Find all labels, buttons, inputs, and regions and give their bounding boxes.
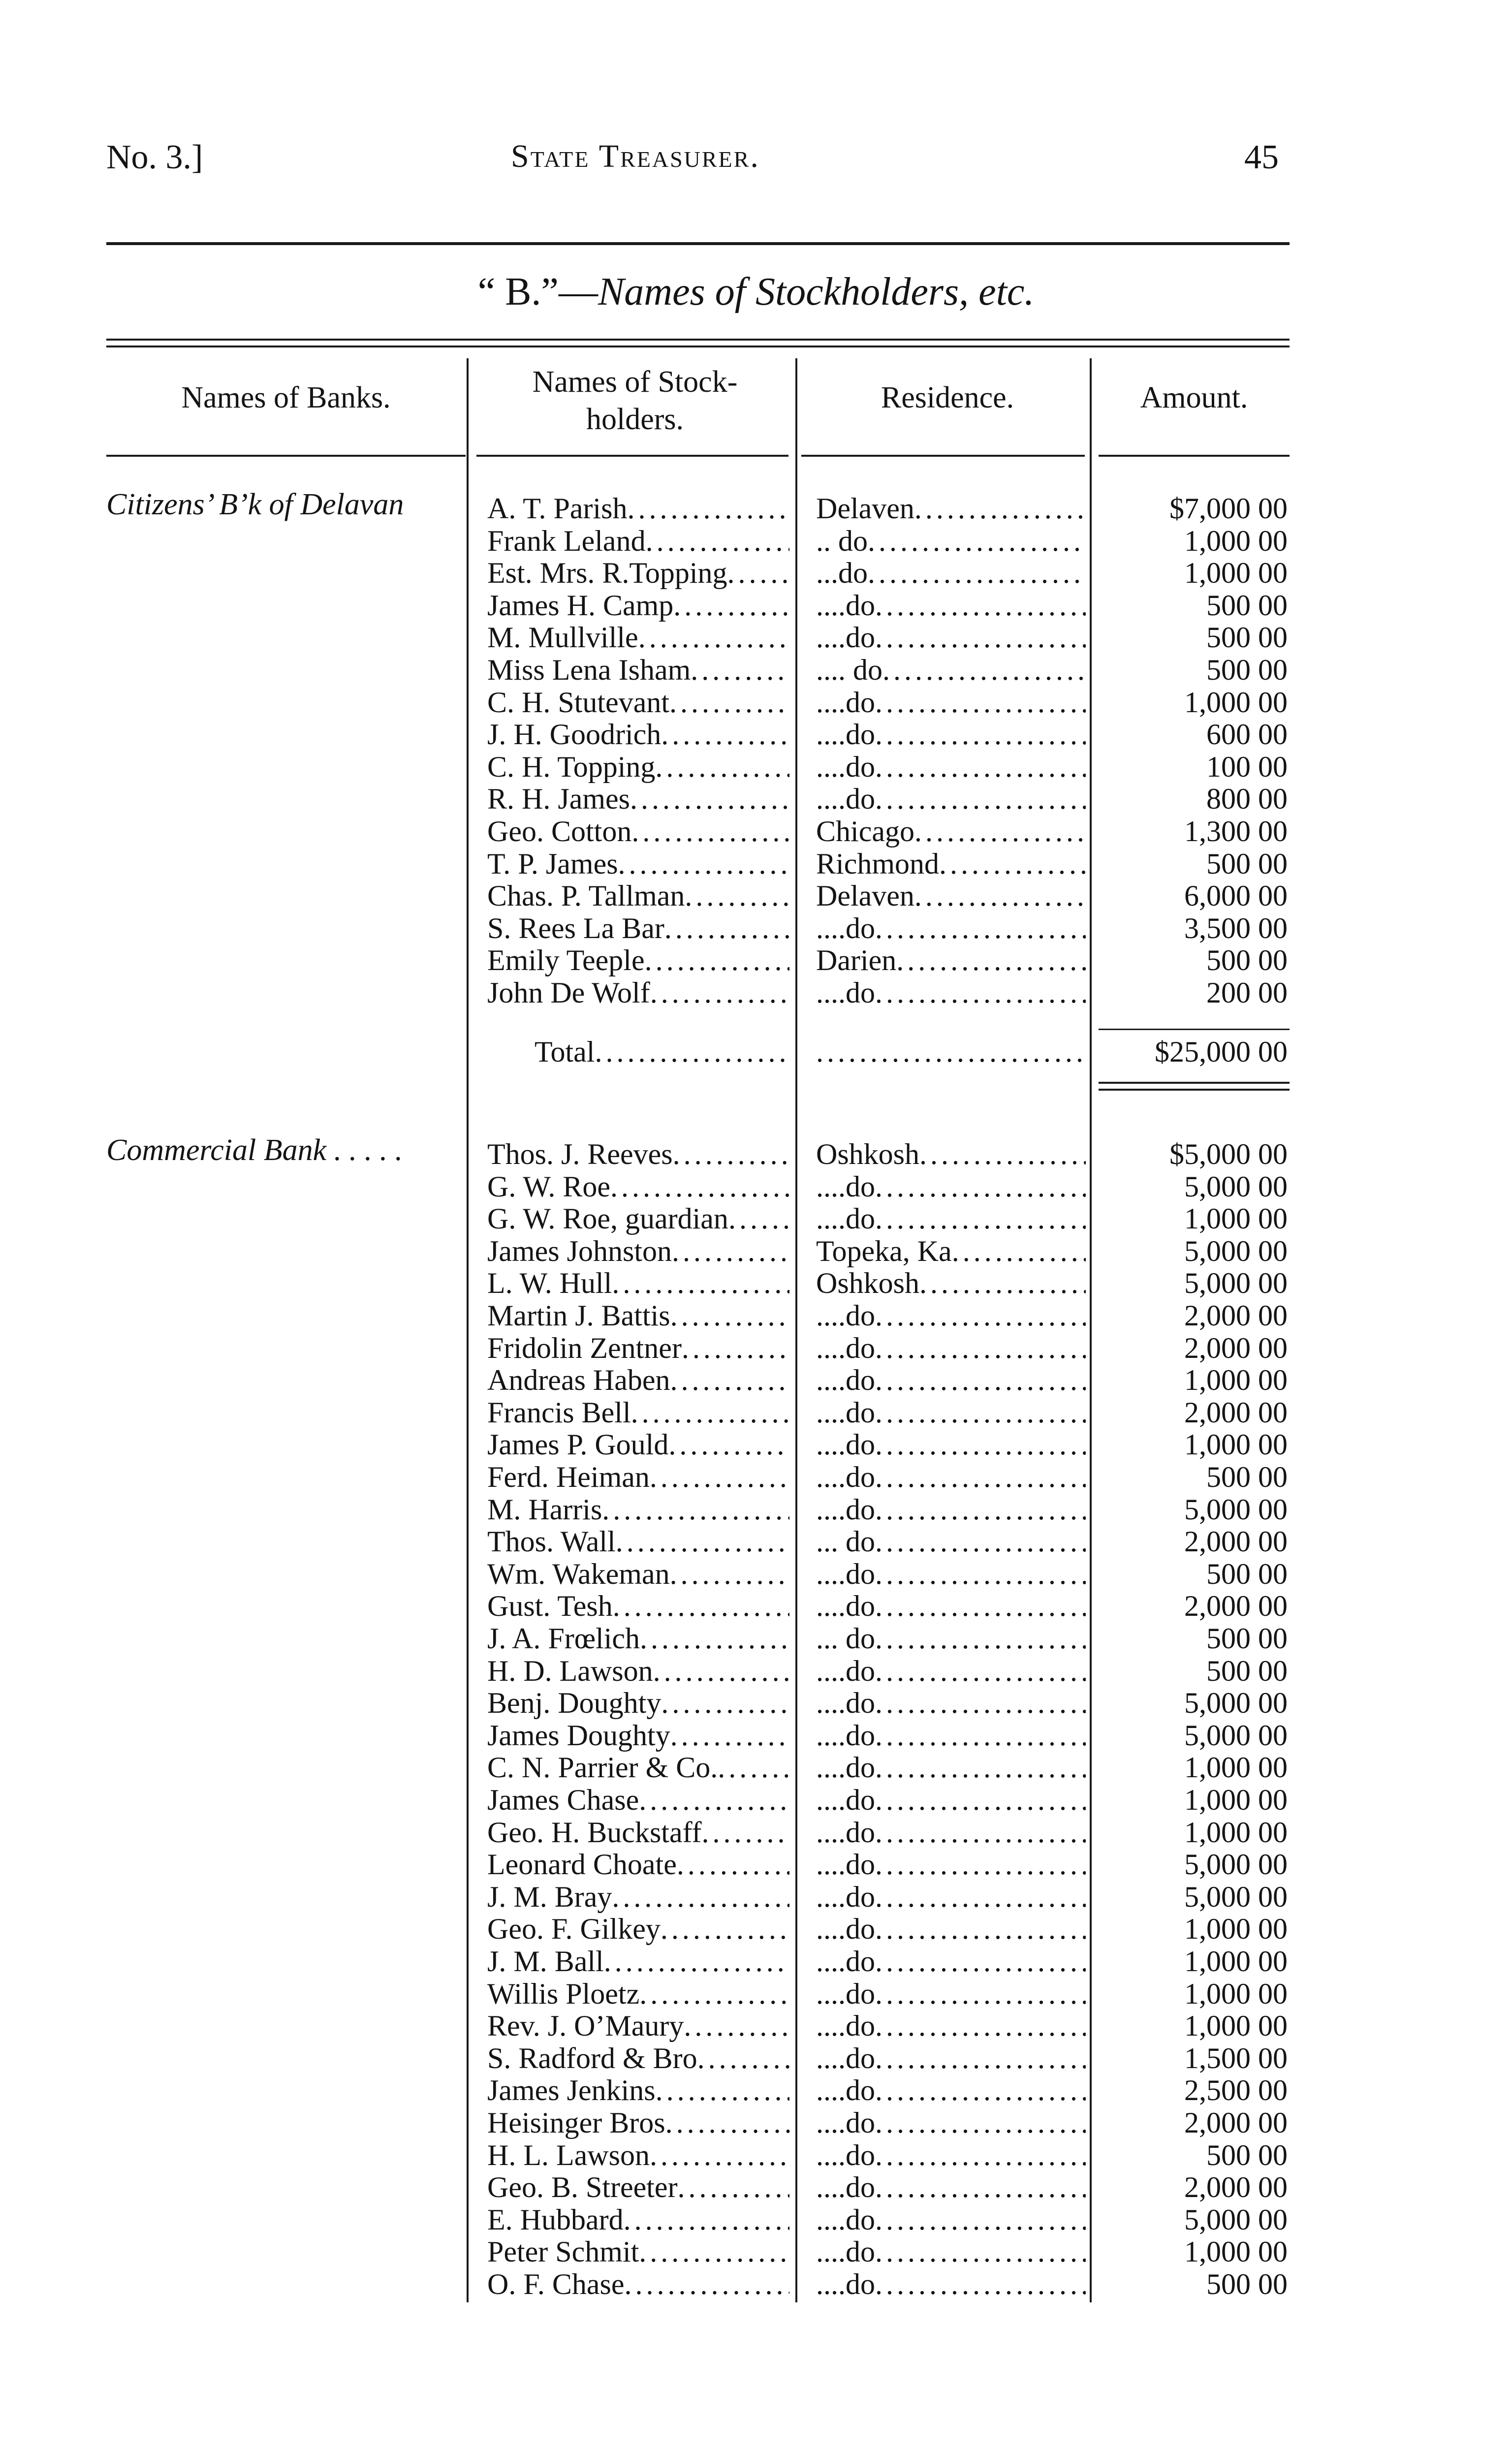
stockholder-name: J. M. Ball . . . xyxy=(487,1945,789,1978)
stockholder-name: Geo. F. Gilkey . . . xyxy=(487,1913,789,1945)
stockholder-residence: ....do . . . xyxy=(816,1364,1086,1396)
table-row xyxy=(0,2235,1512,2268)
total-row xyxy=(0,1036,1512,1068)
table-row xyxy=(0,1751,1512,1784)
stockholder-amount: 500 00 xyxy=(1206,621,1288,654)
table-row xyxy=(0,1299,1512,1332)
stockholder-amount: 2,000 00 xyxy=(1184,1590,1288,1623)
stockholder-amount: 500 00 xyxy=(1206,1654,1288,1687)
table-row xyxy=(0,1364,1512,1396)
table-row xyxy=(0,1267,1512,1299)
table-row xyxy=(0,815,1512,848)
table-row xyxy=(0,1622,1512,1655)
stockholder-name: James Johnston . . . xyxy=(487,1235,789,1267)
stockholder-amount: 100 00 xyxy=(1206,750,1288,783)
stockholder-name: Gust. Tesh . . . xyxy=(487,1590,789,1622)
stockholder-name: H. D. Lawson . . . xyxy=(487,1655,789,1687)
stockholder-name: Benj. Doughty . . . xyxy=(487,1687,789,1719)
stockholder-amount: 1,000 00 xyxy=(1184,1945,1288,1978)
stockholder-name: James Doughty . . . xyxy=(487,1719,789,1752)
table-row xyxy=(0,1202,1512,1235)
stockholder-residence: Topeka, Ka . . . xyxy=(816,1235,1086,1267)
bank-name-commercial: Commercial Bank . . . . . xyxy=(106,1133,403,1167)
stockholder-amount: 500 00 xyxy=(1206,2138,1288,2171)
stockholder-name: L. W. Hull . . . xyxy=(487,1267,789,1299)
stockholder-amount: 5,000 00 xyxy=(1184,1267,1288,1300)
stockholder-name: J. H. Goodrich . . . xyxy=(487,718,789,751)
stockholder-amount: 500 00 xyxy=(1206,944,1288,977)
table-row xyxy=(0,1396,1512,1429)
table-row xyxy=(0,2074,1512,2106)
page-header-left: No. 3.] xyxy=(106,138,203,176)
stockholder-name: James Jenkins . . . xyxy=(487,2074,789,2106)
stockholder-residence: ....do . . . xyxy=(816,2010,1086,2042)
stockholder-residence: ....do . . . xyxy=(816,2106,1086,2139)
stockholder-name: Geo. Cotton . . . xyxy=(487,815,789,848)
table-row xyxy=(0,783,1512,815)
stockholder-residence: Darien . . . xyxy=(816,944,1086,976)
stockholder-amount: 200 00 xyxy=(1206,976,1288,1009)
table-row xyxy=(0,718,1512,751)
stockholder-residence: ....do . . . xyxy=(816,1751,1086,1784)
table-row xyxy=(0,1978,1512,2010)
stockholder-name: Francis Bell . . . xyxy=(487,1396,789,1429)
stockholder-residence: ....do . . . xyxy=(816,976,1086,1009)
stockholder-residence: ....do . . . xyxy=(816,1332,1086,1364)
stockholder-residence: ....do . . . xyxy=(816,783,1086,815)
column-head-stockholders: Names of Stock- holders. xyxy=(532,365,738,436)
stockholder-amount: 500 00 xyxy=(1206,847,1288,880)
table-title-prefix: “ B.”— xyxy=(477,270,598,314)
stockholder-residence: ....do . . . xyxy=(816,589,1086,622)
stockholder-residence: ....do . . . xyxy=(816,1687,1086,1719)
page-header-title: State Treasurer. xyxy=(511,138,760,174)
stockholder-amount: 2,000 00 xyxy=(1184,1299,1288,1332)
table-top-rule xyxy=(106,339,1290,341)
table-row xyxy=(0,654,1512,686)
stockholder-name: Emily Teeple . . . xyxy=(487,944,789,976)
stockholder-residence: ....do . . . xyxy=(816,1719,1086,1752)
stockholder-residence: Delaven . . . xyxy=(816,880,1086,912)
stockholder-amount: 1,000 00 xyxy=(1184,1977,1288,2010)
stockholder-amount: 1,000 00 xyxy=(1184,1364,1288,1397)
stockholder-amount: 500 00 xyxy=(1206,1461,1288,1493)
column-underline-bank xyxy=(106,455,466,457)
total-residence-leader xyxy=(816,1036,1086,1068)
table-title xyxy=(0,270,1512,314)
stockholder-name: M. Harris . . . xyxy=(487,1493,789,1526)
stockholder-amount: 5,000 00 xyxy=(1184,1493,1288,1526)
stockholder-amount: 3,500 00 xyxy=(1184,911,1288,944)
table-row xyxy=(0,1816,1512,1849)
stockholder-name: Fridolin Zentner . . . xyxy=(487,1332,789,1364)
stockholder-name: H. L. Lawson . . . xyxy=(487,2139,789,2171)
stockholder-residence: ....do . . . xyxy=(816,1913,1086,1945)
table-row xyxy=(0,1945,1512,1978)
column-underline-amount xyxy=(1099,455,1290,457)
total-amount: $25,000 00 xyxy=(1155,1036,1288,1068)
stockholder-residence: ....do . . . xyxy=(816,1299,1086,1332)
table-row xyxy=(0,525,1512,557)
stockholder-name: Geo. B. Streeter . . . xyxy=(487,2171,789,2203)
stockholder-residence: ....do . . . xyxy=(816,2171,1086,2203)
stockholder-residence: ....do . . . xyxy=(816,1202,1086,1235)
stockholder-residence: ....do . . . xyxy=(816,1428,1086,1461)
table-row xyxy=(0,2139,1512,2171)
stockholder-residence: ....do . . . xyxy=(816,2268,1086,2300)
stockholder-name: Est. Mrs. R.Topping . . . xyxy=(487,557,789,589)
table-top-rule-2 xyxy=(106,346,1290,347)
stockholder-amount: 1,500 00 xyxy=(1184,2042,1288,2074)
stockholder-name: John De Wolf . . . xyxy=(487,976,789,1009)
table-row xyxy=(0,2106,1512,2139)
stockholder-residence: ....do . . . xyxy=(816,1396,1086,1429)
total-label: Total . . . xyxy=(535,1036,789,1068)
page-number: 45 xyxy=(1244,138,1279,176)
stockholder-amount: 1,000 00 xyxy=(1184,686,1288,719)
table-row xyxy=(0,1784,1512,1816)
stockholder-name: Ferd. Heiman . . . xyxy=(487,1461,789,1493)
table-row xyxy=(0,1332,1512,1364)
stockholder-residence: ....do . . . xyxy=(816,1170,1086,1203)
stockholder-amount: 5,000 00 xyxy=(1184,1234,1288,1267)
stockholder-residence: ....do . . . xyxy=(816,2203,1086,2236)
stockholder-residence: ....do . . . xyxy=(816,1558,1086,1590)
stockholder-name: Thos. J. Reeves . . . xyxy=(487,1138,789,1170)
stockholder-residence: ... do . . . xyxy=(816,1525,1086,1558)
stockholder-amount: 1,000 00 xyxy=(1184,557,1288,590)
stockholder-name: J. M. Bray . . . xyxy=(487,1881,789,1913)
stockholder-residence: Chicago . . . xyxy=(816,815,1086,848)
table-row xyxy=(0,2203,1512,2236)
stockholder-name: S. Radford & Bro . . . xyxy=(487,2042,789,2074)
total-top-rule xyxy=(1099,1029,1290,1030)
stockholder-amount: 500 00 xyxy=(1206,654,1288,686)
stockholder-residence: ....do . . . xyxy=(816,1784,1086,1816)
stockholder-residence: ....do . . . xyxy=(816,2074,1086,2106)
stockholder-residence: ... do . . . xyxy=(816,1622,1086,1655)
table-row xyxy=(0,621,1512,654)
table-row xyxy=(0,1913,1512,1945)
stockholder-name: Thos. Wall . . . xyxy=(487,1525,789,1558)
stockholder-amount: 1,000 00 xyxy=(1184,1816,1288,1849)
stockholder-amount: 1,000 00 xyxy=(1184,1428,1288,1461)
column-head-residence: Residence. xyxy=(881,381,1014,414)
stockholder-amount: 1,300 00 xyxy=(1184,815,1288,848)
stockholder-residence: ....do . . . xyxy=(816,718,1086,751)
column-underline-stockholders xyxy=(476,455,788,457)
stockholder-residence: ....do . . . xyxy=(816,2139,1086,2171)
stockholder-amount: 5,000 00 xyxy=(1184,1170,1288,1203)
stockholder-residence: ....do . . . xyxy=(816,912,1086,944)
stockholder-residence: ....do . . . xyxy=(816,1881,1086,1913)
table-row xyxy=(0,1525,1512,1558)
header-rule xyxy=(106,242,1290,245)
stockholder-name: Miss Lena Isham . . . xyxy=(487,654,789,686)
stockholder-amount: 500 00 xyxy=(1206,1557,1288,1590)
stockholder-residence: ....do . . . xyxy=(816,1945,1086,1978)
stockholder-residence: Oshkosh . . . xyxy=(816,1267,1086,1299)
stockholder-residence: .... do . . . xyxy=(816,654,1086,686)
stockholder-residence: ....do . . . xyxy=(816,2235,1086,2268)
table-row xyxy=(0,686,1512,719)
table-row xyxy=(0,2171,1512,2203)
table-row xyxy=(0,1428,1512,1461)
stockholder-name: Leonard Choate . . . xyxy=(487,1848,789,1881)
stockholder-residence: ....do . . . xyxy=(816,1816,1086,1849)
stockholder-amount: 5,000 00 xyxy=(1184,1687,1288,1720)
stockholder-name: S. Rees La Bar . . . xyxy=(487,912,789,944)
table-row xyxy=(0,1235,1512,1267)
stockholder-residence: ....do . . . xyxy=(816,1655,1086,1687)
stockholder-amount: 5,000 00 xyxy=(1184,2203,1288,2236)
column-underline-residence xyxy=(801,455,1085,457)
stockholder-name: G. W. Roe, guardian . . . xyxy=(487,1202,789,1235)
table-row xyxy=(0,1590,1512,1622)
table-row xyxy=(0,1138,1512,1170)
stockholder-amount: 1,000 00 xyxy=(1184,1913,1288,1946)
stockholder-amount: 1,000 00 xyxy=(1184,1784,1288,1816)
stockholder-name: Andreas Haben . . . xyxy=(487,1364,789,1396)
stockholder-residence: ....do . . . xyxy=(816,1978,1086,2010)
stockholder-name: A. T. Parish . . . xyxy=(487,492,789,525)
table-row xyxy=(0,2042,1512,2074)
stockholder-name: J. A. Frœlich . . . xyxy=(487,1622,789,1655)
stockholder-amount: 2,000 00 xyxy=(1184,2106,1288,2139)
table-title-text: Names of Stockholders, etc. xyxy=(598,270,1035,314)
stockholder-name: James H. Camp . . . xyxy=(487,589,789,622)
stockholder-amount: 500 00 xyxy=(1206,2268,1288,2300)
stockholder-amount: 500 00 xyxy=(1206,589,1288,622)
stockholder-residence: Oshkosh . . . xyxy=(816,1138,1086,1170)
table-row xyxy=(0,589,1512,622)
stockholder-amount: 2,000 00 xyxy=(1184,1396,1288,1429)
stockholder-amount: 500 00 xyxy=(1206,1622,1288,1655)
table-row xyxy=(0,557,1512,589)
table-row xyxy=(0,1493,1512,1526)
stockholder-name: Peter Schmit . . . xyxy=(487,2235,789,2268)
stockholder-name: Rev. J. O’Maury . . . xyxy=(487,2010,789,2042)
stockholder-amount: $7,000 00 xyxy=(1169,492,1288,525)
stockholder-residence: ....do . . . xyxy=(816,621,1086,654)
stockholder-name: C. N. Parrier & Co. . . . xyxy=(487,1751,789,1784)
stockholder-name: O. F. Chase . . . xyxy=(487,2268,789,2300)
table-row xyxy=(0,848,1512,880)
stockholder-name: Martin J. Battis . . . xyxy=(487,1299,789,1332)
stockholder-amount: $5,000 00 xyxy=(1169,1138,1288,1170)
stockholder-name: T. P. James . . . xyxy=(487,848,789,880)
table-row xyxy=(0,880,1512,912)
stockholder-amount: 1,000 00 xyxy=(1184,1751,1288,1784)
stockholder-amount: 1,000 00 xyxy=(1184,2010,1288,2042)
stockholder-name: M. Mullville . . . xyxy=(487,621,789,654)
stockholder-amount: 1,000 00 xyxy=(1184,2235,1288,2268)
stockholder-name: James P. Gould . . . xyxy=(487,1428,789,1461)
table-row xyxy=(0,944,1512,976)
stockholder-residence: Delaven . . . xyxy=(816,492,1086,525)
stockholder-residence: ....do . . . xyxy=(816,1493,1086,1526)
stockholder-amount: 5,000 00 xyxy=(1184,1880,1288,1913)
stockholder-residence: ....do . . . xyxy=(816,1461,1086,1493)
column-head-amount: Amount. xyxy=(1140,381,1248,414)
stockholder-name: R. H. James . . . xyxy=(487,783,789,815)
stockholder-residence: ....do . . . xyxy=(816,751,1086,783)
stockholder-residence: Richmond . . . xyxy=(816,848,1086,880)
stockholder-name: Willis Ploetz . . . xyxy=(487,1978,789,2010)
table-row xyxy=(0,2010,1512,2042)
stockholder-amount: 1,000 00 xyxy=(1184,1202,1288,1235)
stockholder-amount: 2,000 00 xyxy=(1184,1331,1288,1364)
total-double-rule-2 xyxy=(1099,1089,1290,1091)
table-row xyxy=(0,1687,1512,1719)
table-row xyxy=(0,1881,1512,1913)
stockholder-name: James Chase . . . xyxy=(487,1784,789,1816)
table-row xyxy=(0,1655,1512,1687)
stockholder-amount: 5,000 00 xyxy=(1184,1848,1288,1881)
stockholder-amount: 1,000 00 xyxy=(1184,524,1288,557)
table-row xyxy=(0,492,1512,525)
stockholder-amount: 2,500 00 xyxy=(1184,2074,1288,2107)
table-row xyxy=(0,912,1512,944)
stockholder-residence: ....do . . . xyxy=(816,1590,1086,1622)
stockholder-amount: 6,000 00 xyxy=(1184,880,1288,912)
stockholder-amount: 600 00 xyxy=(1206,718,1288,751)
stockholder-name: Chas. P. Tallman . . . xyxy=(487,880,789,912)
stockholder-residence: .. do . . . xyxy=(816,525,1086,557)
stockholder-name: C. H. Stutevant . . . xyxy=(487,686,789,719)
table-row xyxy=(0,2268,1512,2300)
column-head-bank: Names of Banks. xyxy=(181,381,391,414)
stockholder-name: Geo. H. Buckstaff . . . xyxy=(487,1816,789,1849)
stockholder-residence: ...do . . . xyxy=(816,557,1086,589)
stockholder-name: Heisinger Bros . . . xyxy=(487,2106,789,2139)
table-row xyxy=(0,1170,1512,1203)
table-row xyxy=(0,1719,1512,1752)
stockholder-amount: 5,000 00 xyxy=(1184,1719,1288,1752)
table-row xyxy=(0,976,1512,1009)
total-double-rule-1 xyxy=(1099,1082,1290,1084)
stockholder-residence: ....do . . . xyxy=(816,2042,1086,2074)
bank-name-citizens: Citizens’ B’k of Delavan xyxy=(106,488,404,521)
stockholder-name: Frank Leland . . . xyxy=(487,525,789,557)
table-row xyxy=(0,1461,1512,1493)
table-row xyxy=(0,1848,1512,1881)
stockholder-name: E. Hubbard . . . xyxy=(487,2203,789,2236)
stockholder-amount: 2,000 00 xyxy=(1184,2171,1288,2204)
stockholder-amount: 2,000 00 xyxy=(1184,1525,1288,1558)
table-row xyxy=(0,751,1512,783)
stockholder-name: C. H. Topping . . . xyxy=(487,751,789,783)
stockholder-name: G. W. Roe . . . xyxy=(487,1170,789,1203)
table-row xyxy=(0,1558,1512,1590)
stockholder-amount: 800 00 xyxy=(1206,783,1288,816)
stockholder-residence: ....do . . . xyxy=(816,686,1086,719)
stockholder-name: Wm. Wakeman . . . xyxy=(487,1558,789,1590)
stockholder-residence: ....do . . . xyxy=(816,1848,1086,1881)
